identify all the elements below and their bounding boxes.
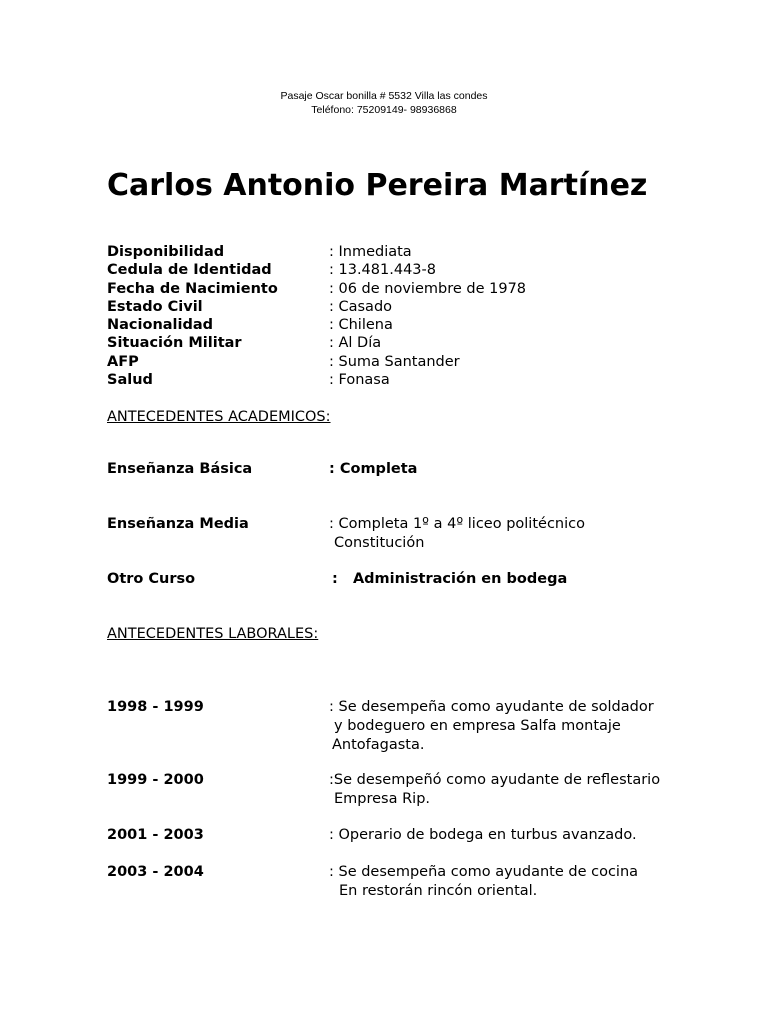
personal-row <box>107 371 727 389</box>
academic-value: : Administración en bodega <box>332 571 568 587</box>
work-section-title: ANTECEDENTES LABORALES: <box>107 626 319 642</box>
work-period: 2003 - 2004 <box>107 864 204 880</box>
work-description <box>329 826 637 845</box>
work-description-line: Antofagasta. <box>332 737 425 753</box>
contact-header <box>0 89 768 117</box>
field-label: Disponibilidad <box>107 244 225 260</box>
personal-row <box>107 334 727 352</box>
field-value: : Suma Santander <box>329 354 460 370</box>
field-label: Salud <box>107 372 153 388</box>
academic-label: Otro Curso <box>107 571 196 587</box>
academic-value <box>329 515 585 553</box>
personal-row <box>107 353 727 371</box>
personal-row <box>107 261 727 279</box>
personal-row <box>107 298 727 316</box>
work-description <box>329 698 654 755</box>
field-label: Fecha de Nacimiento <box>107 281 278 297</box>
personal-row <box>107 243 727 261</box>
work-period: 2001 - 2003 <box>107 827 204 843</box>
academic-section-title: ANTECEDENTES ACADEMICOS: <box>107 409 331 425</box>
field-value: : Al Día <box>329 335 382 351</box>
academic-value: : Completa <box>329 461 418 477</box>
work-description <box>329 771 660 809</box>
field-value: : Casado <box>329 299 393 315</box>
field-label: Cedula de Identidad <box>107 262 272 278</box>
field-value: : 06 de noviembre de 1978 <box>329 281 527 297</box>
field-value: : 13.481.443-8 <box>329 262 436 278</box>
work-description-line: En restorán rincón oriental. <box>339 883 538 899</box>
work-description-line: : Se desempeña como ayudante de soldador <box>329 699 654 715</box>
work-period: 1998 - 1999 <box>107 699 204 715</box>
work-period: 1999 - 2000 <box>107 772 204 788</box>
work-description-line: :Se desempeñó como ayudante de reflestario <box>329 772 661 788</box>
work-description-line: : Operario de bodega en turbus avanzado. <box>329 827 637 843</box>
field-label: Estado Civil <box>107 299 203 315</box>
field-label: AFP <box>107 354 139 370</box>
academic-label: Enseñanza Básica <box>107 461 253 477</box>
candidate-name: Carlos Antonio Pereira Martínez <box>107 168 648 203</box>
work-description <box>329 863 638 901</box>
work-description-line: Empresa Rip. <box>334 791 431 807</box>
field-value: : Chilena <box>329 317 393 333</box>
phone-line: Teléfono: 75209149- 98936868 <box>311 104 457 116</box>
academic-label: Enseñanza Media <box>107 516 249 532</box>
work-description-line: y bodeguero en empresa Salfa montaje <box>334 718 621 734</box>
personal-row <box>107 280 727 298</box>
personal-row <box>107 316 727 334</box>
field-value: : Inmediata <box>329 244 412 260</box>
field-value: : Fonasa <box>329 372 390 388</box>
address-line: Pasaje Oscar bonilla # 5532 Villa las condes <box>280 90 488 102</box>
academic-value-line: : Completa 1º a 4º liceo politécnico <box>329 516 585 532</box>
academic-value-line: Constitución <box>334 535 425 551</box>
field-label: Nacionalidad <box>107 317 214 333</box>
work-description-line: : Se desempeña como ayudante de cocina <box>329 864 639 880</box>
field-label: Situación Militar <box>107 335 242 351</box>
